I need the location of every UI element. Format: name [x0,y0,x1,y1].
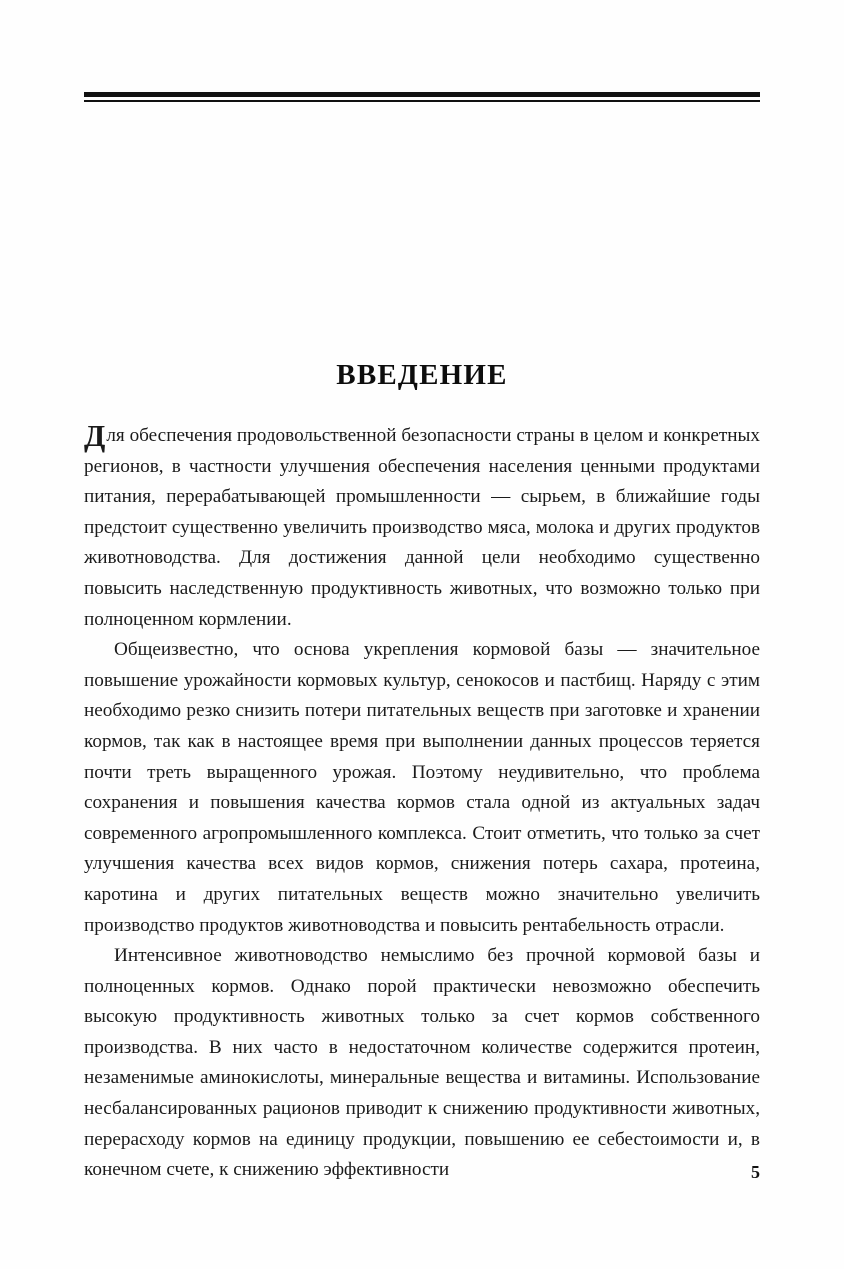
body-text [84,418,760,1186]
header-rule [84,92,760,102]
page-number: 5 [751,1162,760,1182]
page-title: ВВЕДЕНИЕ [336,359,508,392]
paragraph-3: Интенсивное животноводство немыслимо без прочной кормовой базы и полноценных кормов. Однако порой практически невозможно обеспечить высокую продуктивность животных только за счет кормов собственного производства. В них часто в недостаточном количестве содержится протеин, незаменимые аминокислоты, минеральные вещества и витамины. Использование несбалансированных рационов приводит к снижению продуктивности животных, перерасходу кормов на единицу продукции, повышению ее себестоимости и, в конечном счете, к снижению эффективности [84,945,760,1181]
header-rule-thin [84,100,760,102]
paragraph-2: Общеизвестно, что основа укрепления кормовой базы — значительное повышение урожайности кормовых культур, сенокосов и пастбищ. Наряду с этим необходимо резко снизить потери питательных веществ при заготовке и хранении кормов, так как в настоящее время при выполнении данных процессов теряется почти треть выращенного урожая. Поэтому неудивительно, что проблема сохранения и повышения качества кормов стала одной из актуальных задач современного агропромышленного комплекса. Стоит отметить, что только за счет улучшения качества всех видов кормов, снижения потерь сахара, протеина, каротина и других питательных веществ можно значительно увеличить производство продуктов животноводства и повысить рентабельность отрасли. [84,639,760,936]
drop-cap: Д [84,418,106,453]
paragraph-1-text: ля обеспечения продовольственной безопасности страны в целом и конкретных регионов, в частности улучшения обеспечения населения ценными продуктами питания, перерабатывающей промышленности — сырьем, в ближайшие годы предстоит существенно увеличить производство мяса, молока и других продуктов животноводства. Для достижения данной цели необходимо существенно повысить наследственную продуктивность животных, что возможно только при полноценном кормлении. [84,425,760,630]
paragraph-1 [84,418,760,635]
